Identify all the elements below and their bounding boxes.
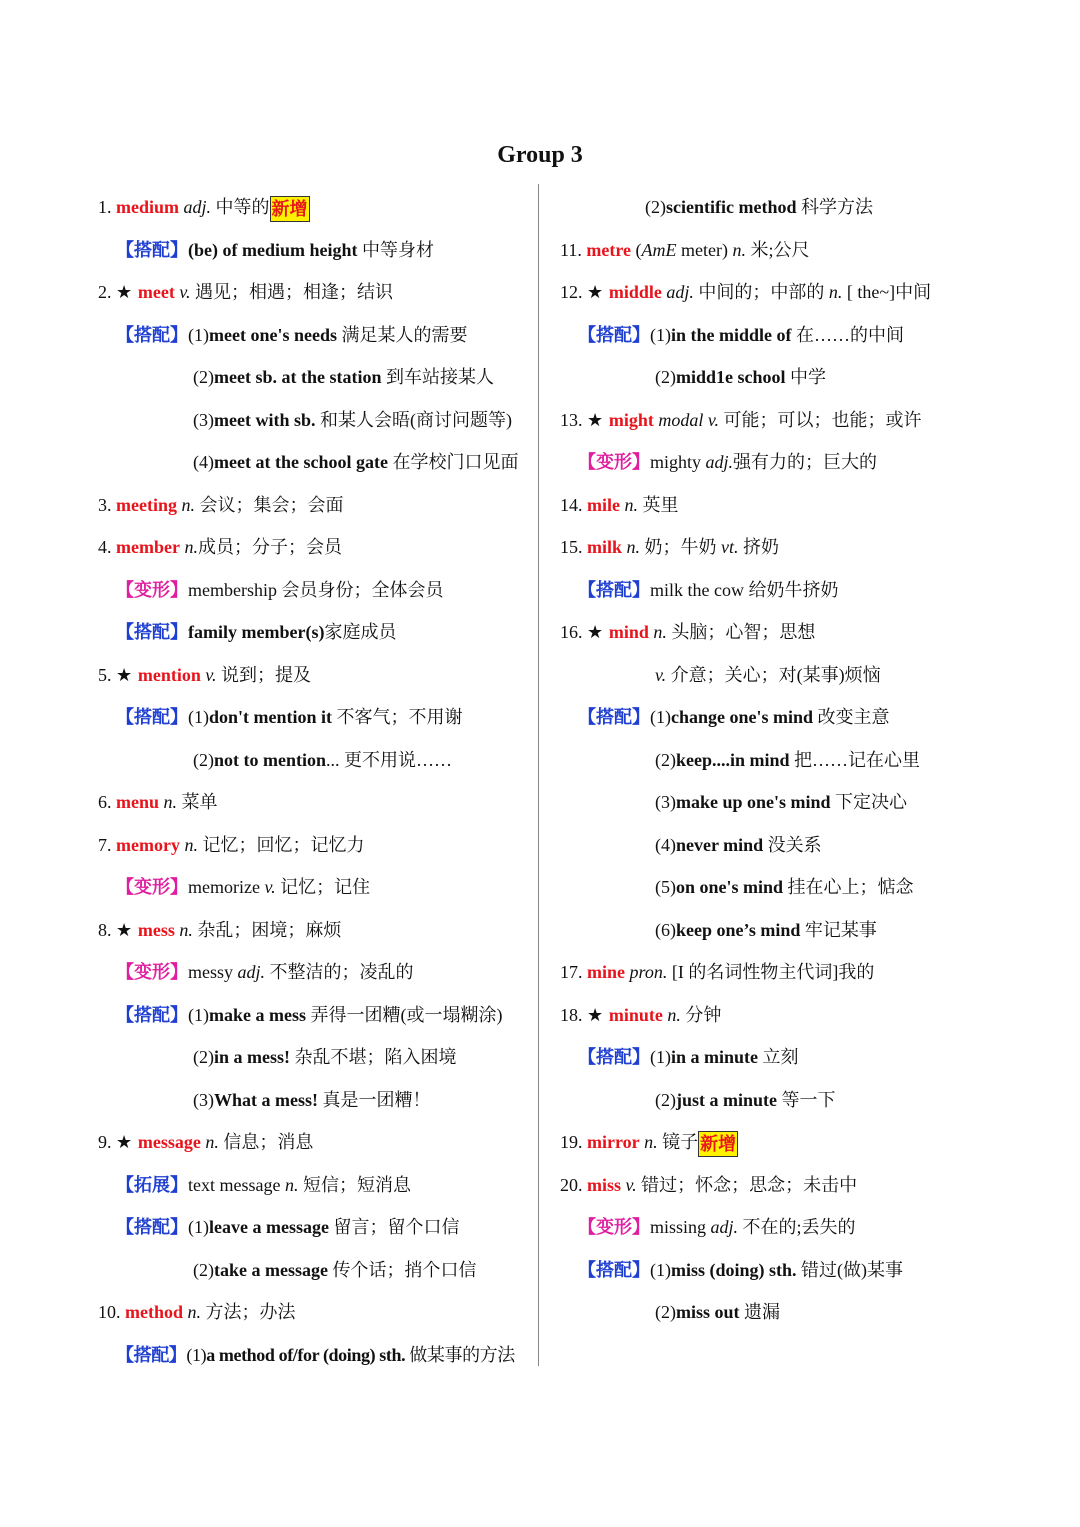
headword: method [125,1302,183,1322]
headword: might [608,409,654,430]
definition: 满足某人的需要 [336,324,468,345]
star-icon: ★ [116,282,138,303]
phrase: change one's mind [671,707,814,727]
phrase: on one's mind [676,877,784,897]
entry-number: 12. [560,282,587,302]
part-of-speech: n. [284,1174,299,1195]
entry-16 [560,611,1010,654]
phrase: meet with sb. [214,409,316,430]
headword: mile [587,494,620,515]
collocation-row [560,781,1010,824]
definition: 介意；关心；对(某事)烦恼 [666,664,881,685]
item-number: (1) [650,707,671,727]
phrase: milk the cow 给奶牛挤奶 [650,579,839,600]
collocation-tag: 【搭配】 [578,1047,650,1067]
definition: 强有力的；巨大的 [733,452,878,472]
entry-12 [560,271,1010,314]
headword: meet [137,282,175,302]
definition: 方法；办法 [201,1302,296,1322]
part-of-speech: vt. [721,537,739,557]
collocation-row [98,994,548,1037]
item-number: (2) [655,367,676,387]
item-number: (1) [188,1217,209,1237]
entry-2 [98,271,548,314]
collocation-row [98,739,548,782]
part-of-speech: n. [176,494,195,515]
entry-20 [560,1164,1010,1207]
entry-10 [98,1291,548,1334]
item-number: (3) [655,792,676,812]
variant-text: mighty [650,452,706,472]
headword: menu [116,792,160,812]
entry-number: 2. [98,282,116,302]
headword: mention [137,664,201,685]
definition: 短信；短消息 [298,1174,411,1195]
phrase: meet sb. at the station [214,367,382,387]
entry-number: 5. [98,664,116,685]
star-icon: ★ [587,282,609,303]
phrase: scientific method [666,197,797,217]
phrase: in a mess! [214,1047,290,1067]
variant-row [560,1206,1010,1249]
extension-tag: 【拓展】 [116,1174,188,1195]
collocation-row [98,696,548,739]
definition: 错过(做)某事 [796,1259,904,1280]
phrase: What a mess! [214,1089,318,1110]
collocation-tag: 【搭配】 [116,622,188,642]
collocation-row [98,229,548,272]
phrase: not to mention [214,749,326,770]
definition: 把……记在心里 [789,749,921,770]
entry-14 [560,484,1010,527]
headword: memory [116,834,180,855]
collocation-row [98,399,548,442]
part-of-speech: v. [264,877,276,897]
definition: 传个话；捎个口信 [327,1259,477,1280]
phrase: take a message [214,1259,328,1280]
entry-17 [560,951,1010,994]
collocation-row [98,1334,548,1377]
collocation-row [560,909,1010,952]
collocation-row [560,739,1010,782]
item-number: (2) [645,197,666,217]
collocation-row [560,569,1010,612]
variant-text: missing [650,1217,711,1237]
definition: 不整洁的；凌乱的 [265,962,414,982]
variant-text: membership 会员身份；全体会员 [188,579,444,600]
definition: 成员；分子；会员 [197,537,342,557]
variant-text: memorize [188,877,265,897]
item-number: (3) [193,409,214,430]
item-number: (5) [655,877,676,897]
headword: middle [608,282,662,302]
definition: 杂乱不堪；陷入困境 [290,1047,457,1067]
collocation-row [560,1249,1010,1292]
collocation-row [560,1291,1010,1334]
part-of-speech: adj. [661,282,694,302]
entry-number: 15. [560,537,587,557]
entry-7 [98,824,548,867]
headword: metre [586,239,631,260]
page-title: Group 3 [497,142,583,168]
entry-number: 9. [98,1132,116,1152]
entry-number: 19. [560,1132,587,1152]
variant-row [98,569,548,612]
headword: medium [116,197,179,217]
collocation-row [98,1206,548,1249]
definition: 米;公尺 [745,239,810,260]
definition: 会议；集会；会面 [194,494,344,515]
definition: 在学校门口见面 [387,452,519,472]
definition: 奶；牛奶 [640,537,722,557]
definition: [ the~]中间 [842,282,932,302]
part-of-speech: n. [183,1302,201,1322]
variant-tag: 【变形】 [116,962,188,982]
entry-4 [98,526,548,569]
definition: 头脑；心智；思想 [666,622,816,642]
variant-row [98,866,548,909]
collocation-tag: 【搭配】 [116,1217,188,1237]
entry-number: 8. [98,919,116,940]
item-number: (2) [193,1047,214,1067]
entry-number: 4. [98,537,116,557]
headword: mirror [587,1132,640,1152]
headword: mess [137,919,175,940]
entry-number: 17. [560,962,587,982]
collocation-row [98,356,548,399]
definition: 分钟 [680,1004,722,1025]
collocation-tag: 【搭配】 [116,324,188,345]
collocation-row [98,441,548,484]
definition: 弄得一团糟(或一塌糊涂) [306,1004,503,1025]
part-of-speech: n. [828,282,843,302]
definition: 说到；提及 [216,664,312,685]
collocation-row [560,1079,1010,1122]
part-of-speech: adj. [237,962,266,982]
extension-row [98,1164,548,1207]
entry-13 [560,399,1010,442]
definition: ... 更不用说…… [326,749,452,770]
variant-tag: 【变形】 [578,1217,650,1237]
entry-number: 20. [560,1174,587,1195]
definition: 遗漏 [739,1302,781,1322]
part-of-speech: adj. [710,1217,739,1237]
new-badge: 新增 [698,1131,738,1157]
headword: meeting [116,494,177,515]
item-number: (2) [193,1259,214,1280]
definition: 不客气；不用谢 [332,707,463,727]
part-of-speech: n. [662,1004,681,1025]
collocation-row [560,824,1010,867]
collocation-tag: 【搭配】 [116,1004,188,1025]
definition: 中间的；中部的 [693,282,829,302]
variant-tag: 【变形】 [116,877,188,897]
entry-8 [98,909,548,952]
definition: 科学方法 [796,197,873,217]
definition: 挂在心上；惦念 [783,877,914,897]
phrase: just a minute [676,1089,778,1110]
right-column [560,186,1010,1334]
paren: ( [630,239,642,260]
definition: 信息；消息 [218,1132,314,1152]
entry-1 [98,186,548,229]
part-of-speech: v. [174,282,191,302]
part-of-speech: adj. [705,452,734,472]
phrase: in the middle of [671,324,792,345]
phrase: (be) of medium height [188,239,358,260]
definition: 在……的中间 [791,324,905,345]
phrase: make up one's mind [676,792,831,812]
item-number: (1) [650,1047,671,1067]
part-of-speech: n. [620,494,638,515]
entry-6 [98,781,548,824]
definition: 中等身材 [357,239,434,260]
entry-9 [98,1121,548,1164]
headword: mine [587,962,625,982]
item-number: (1) [186,1344,207,1365]
part-of-speech: n. [159,792,178,812]
phrase: never mind [676,834,764,855]
headword: milk [587,537,623,557]
collocation-tag: 【搭配】 [116,239,188,260]
star-icon: ★ [587,622,609,643]
part-of-speech: n. [648,622,667,642]
entry-5 [98,654,548,697]
entry-3 [98,484,548,527]
variant-row [98,951,548,994]
entry-19 [560,1121,1010,1164]
item-number: (4) [193,452,214,472]
part-of-speech: n. [179,834,198,855]
entry-number: 6. [98,792,116,812]
entry-number: 18. [560,1004,587,1025]
definition: 改变主意 [813,707,890,727]
variant-spelling: meter) [676,239,733,260]
extension-text: text message [188,1174,285,1195]
definition: 家庭成员 [324,622,397,642]
phrase: leave a message [209,1217,329,1237]
entry-number: 1. [98,197,116,217]
item-number: (1) [188,324,209,345]
part-of-speech: n. [174,919,193,940]
headword: mind [608,622,649,642]
left-column [98,186,548,1376]
item-number: (2) [193,749,214,770]
phrase: keep one’s mind [676,919,801,940]
definition: 中等的 [211,197,270,217]
definition: 菜单 [177,792,218,812]
definition: 真是一团糟！ [318,1089,431,1110]
definition-row [560,654,1010,697]
phrase: family member(s) [188,622,325,642]
part-of-speech: n. [732,239,746,260]
definition: 等一下 [777,1089,836,1110]
item-number: (1) [650,1259,671,1280]
variant-row [560,441,1010,484]
variant-tag: 【变形】 [578,452,650,472]
phrase: in a minute [671,1047,759,1067]
entry-number: 3. [98,494,116,515]
headword: message [137,1132,201,1152]
part-of-speech: n. [179,537,198,557]
entry-number: 13. [560,409,587,430]
variant-tag: 【变形】 [116,579,188,600]
collocation-row [560,186,1010,229]
star-icon: ★ [587,409,609,431]
entry-18 [560,994,1010,1037]
collocation-row [98,1079,548,1122]
definition: 杂乱；困境；麻烦 [192,919,342,940]
definition: 中学 [785,367,827,387]
phrase: midd1e school [676,367,786,387]
part-of-speech: pron. [625,962,668,982]
definition: 可能；可以；也能；或许 [719,409,922,430]
phrase: miss out [676,1302,740,1322]
item-number: (4) [655,834,676,855]
definition: 牢记某事 [800,919,877,940]
collocation-row [560,866,1010,909]
collocation-row [98,1036,548,1079]
collocation-row [560,696,1010,739]
collocation-row [98,314,548,357]
definition: 和某人会晤(商讨问题等) [315,409,512,430]
phrase: meet at the school gate [214,452,388,472]
item-number: (1) [650,324,671,345]
definition: 不在的;丢失的 [738,1217,856,1237]
headword: minute [608,1004,663,1025]
new-badge: 新增 [270,196,310,222]
collocation-row [98,611,548,654]
entry-11 [560,229,1010,272]
collocation-tag: 【搭配】 [578,1259,650,1280]
collocation-row [560,314,1010,357]
phrase: keep....in mind [676,749,790,770]
collocation-tag: 【搭配】 [116,707,188,727]
collocation-tag: 【搭配】 [578,324,650,345]
star-icon: ★ [116,1132,138,1153]
definition: 留言；留个口信 [328,1217,460,1237]
entry-number: 7. [98,834,116,855]
definition: 下定决心 [830,792,908,812]
collocation-tag: 【搭配】 [116,1344,187,1365]
phrase: don't mention it [209,707,333,727]
definition: 挤奶 [738,537,780,557]
entry-15 [560,526,1010,569]
collocation-tag: 【搭配】 [578,707,650,727]
part-of-speech: n. [639,1132,658,1152]
entry-number: 16. [560,622,587,642]
part-of-speech: v. [655,664,667,685]
item-number: (3) [193,1089,214,1110]
entry-number: 14. [560,494,587,515]
part-of-speech: modal v. [653,409,720,430]
definition: 到车站接某人 [381,367,494,387]
phrase: miss (doing) sth. [671,1259,797,1280]
definition: 立刻 [758,1047,799,1067]
collocation-row [560,1036,1010,1079]
definition: 记忆；记住 [275,877,371,897]
entry-number: 11. [560,239,587,260]
phrase: make a mess [209,1004,306,1025]
item-number: (2) [655,749,676,770]
entry-number: 10. [98,1302,125,1322]
item-number: (1) [188,1004,209,1025]
item-number: (2) [655,1302,676,1322]
variant-text: messy [188,962,238,982]
part-of-speech: adj. [183,197,212,217]
definition: 没关系 [763,834,822,855]
item-number: (1) [188,707,209,727]
star-icon: ★ [116,664,138,686]
part-of-speech: n. [622,537,641,557]
item-number: (6) [655,919,676,940]
part-of-speech: n. [200,1132,219,1152]
variant-label: AmE [641,239,677,260]
collocation-tag: 【搭配】 [578,579,650,600]
headword: member [116,537,180,557]
phrase: meet one's needs [209,324,337,345]
star-icon: ★ [587,1004,609,1026]
definition: 遇见；相遇；相逢；结识 [190,282,393,302]
star-icon: ★ [116,919,138,941]
definition: 错过；怀念；思念；未击中 [636,1174,858,1195]
definition: 镜子 [657,1132,699,1152]
definition: 英里 [638,494,679,515]
definition: [I 的名词性物主代词]我的 [667,962,875,982]
phrase: a method of/for (doing) sth. [206,1344,406,1365]
headword: miss [587,1174,622,1195]
collocation-row [560,356,1010,399]
item-number: (2) [193,367,214,387]
item-number: (2) [655,1089,676,1110]
part-of-speech: v. [621,1174,637,1195]
definition: 记忆；回忆；记忆力 [197,834,365,855]
part-of-speech: v. [200,664,217,685]
definition: 做某事的方法 [405,1344,515,1365]
collocation-row [98,1249,548,1292]
